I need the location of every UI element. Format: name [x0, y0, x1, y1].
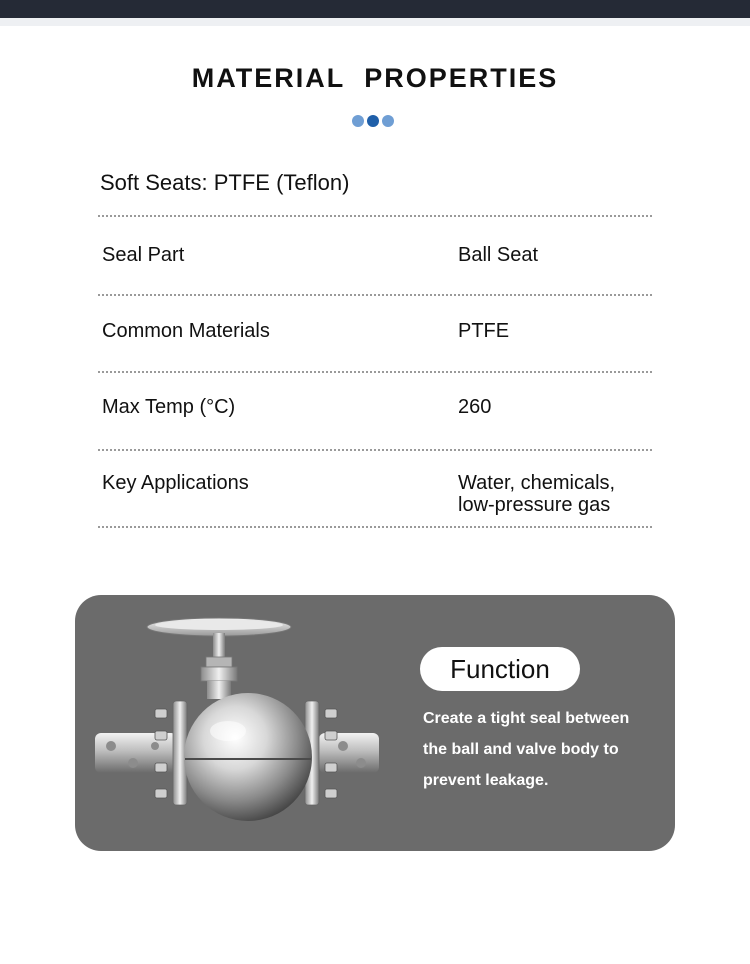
dotted-divider	[98, 294, 652, 296]
title-decoration-dots	[352, 115, 394, 127]
decoration-dot	[382, 115, 394, 127]
property-label: Seal Part	[102, 244, 185, 266]
decoration-dot	[352, 115, 364, 127]
function-heading: Function	[420, 647, 580, 691]
ball-valve-icon	[93, 613, 383, 835]
property-value: 260	[458, 396, 492, 418]
decoration-dot	[367, 115, 379, 127]
property-value: Water, chemicals, low-pressure gas	[458, 472, 616, 516]
top-bar-shadow	[0, 18, 750, 26]
dotted-divider	[98, 371, 652, 373]
property-label: Common Materials	[102, 320, 270, 342]
top-bar	[0, 0, 750, 18]
page-title: MATERIAL PROPERTIES	[191, 63, 559, 93]
function-panel	[75, 595, 675, 851]
property-value: Ball Seat	[458, 244, 539, 266]
property-label: Max Temp (°C)	[102, 396, 236, 418]
property-label: Key Applications	[102, 472, 249, 494]
dotted-divider	[98, 215, 652, 217]
function-description: Create a tight seal between the ball and valve body to prevent leakage.	[423, 710, 630, 789]
dotted-divider	[98, 449, 652, 451]
dotted-divider	[98, 526, 652, 528]
property-value: PTFE	[458, 320, 510, 342]
material-subtitle: Soft Seats: PTFE (Teflon)	[100, 170, 350, 195]
